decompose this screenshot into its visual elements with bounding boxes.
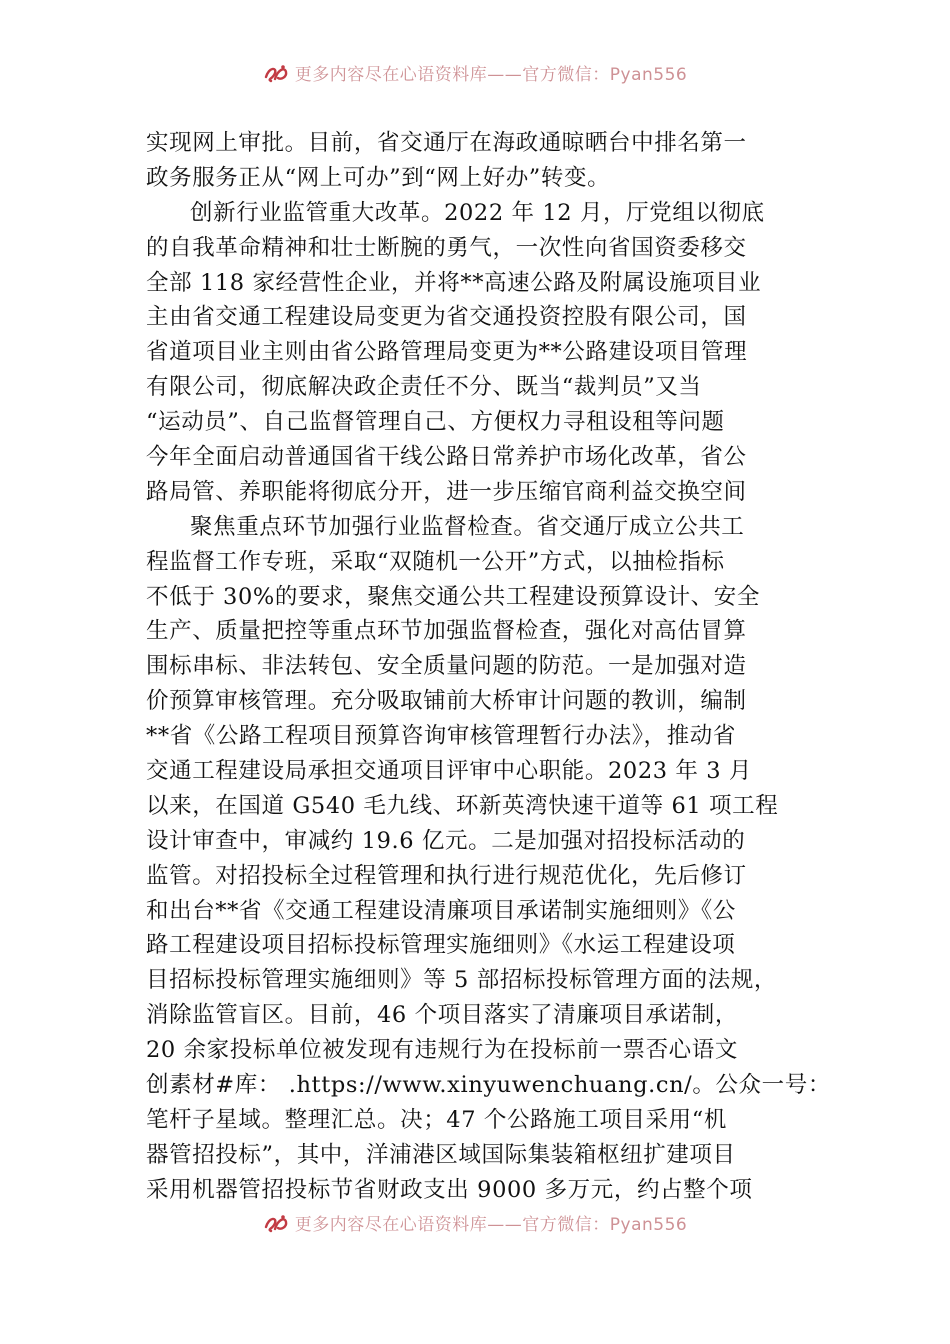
text-line: 创新行业监管重大改革。2022 年 12 月，厅党组以彻底: [190, 199, 765, 226]
text-line: 价预算审核管理。充分吸取铺前大桥审计问题的教训，编制: [146, 688, 747, 715]
text-line: “运动员”、自己监督管理自己、方便权力寻租设租等问题: [146, 409, 725, 436]
text-line: 主由省交通工程建设局变更为省交通投资控股有限公司，国: [146, 304, 747, 331]
text-line: 生产、质量把控等重点环节加强监督检查，强化对高估冒算: [146, 618, 747, 645]
text-line: 设计审查中，审减约 19.6 亿元。二是加强对招投标活动的: [146, 827, 746, 854]
text-line: 不低于 30%的要求，聚焦交通公共工程建设预算设计、安全: [146, 583, 760, 610]
watermark-text: 更多内容尽在心语资料库——官方微信：Pyan556: [294, 65, 688, 85]
text-line: 笔杆子星域。整理汇总。决；47 个公路施工项目采用“机: [146, 1106, 727, 1133]
text-line: 器管招投标”，其中，洋浦港区域国际集装箱枢纽扩建项目: [146, 1141, 736, 1168]
text-line: 交通工程建设局承担交通项目评审中心职能。2023 年 3 月: [146, 758, 753, 785]
text-line: 全部 118 家经营性企业，并将**高速公路及附属设施项目业: [146, 269, 762, 296]
watermark-text: 更多内容尽在心语资料库——官方微信：Pyan556: [294, 1215, 688, 1235]
text-line: 围标串标、非法转包、安全质量问题的防范。一是加强对造: [146, 653, 747, 680]
document-body: [146, 126, 831, 1208]
text-line: 的自我革命精神和壮士断腕的勇气，一次性向省国资委移交: [146, 234, 747, 261]
text-line: 目招标投标管理实施细则》等 5 部招标投标管理方面的法规，: [146, 967, 778, 994]
text-line: 聚焦重点环节加强行业监督检查。省交通厅成立公共工: [190, 513, 745, 540]
text-line: 有限公司，彻底解决政企责任不分、既当“裁判员”又当: [146, 374, 702, 401]
text-line: 创素材#库： .https://www.xinyuwenchuang.cn/。公众一号：: [146, 1072, 831, 1099]
text-line: 程监督工作专班，采取“双随机一公开”方式，以抽检指标: [146, 548, 725, 575]
text-line: 和出台**省《交通工程建设清廉项目承诺制实施细则》《公: [146, 897, 736, 924]
logo-icon: [263, 1213, 289, 1233]
text-line: 采用机器管招投标节省财政支出 9000 多万元，约占整个项: [146, 1176, 753, 1203]
logo-icon: [263, 63, 289, 83]
text-line: 实现网上审批。目前，省交通厅在海政通晾晒台中排名第一: [146, 130, 747, 156]
text-line: 今年全面启动普通国省干线公路日常养护市场化改革，省公: [146, 444, 747, 471]
text-line: 省道项目业主则由省公路管理局变更为**公路建设项目管理: [146, 339, 748, 366]
text-line: 路工程建设项目招标投标管理实施细则》《水运工程建设项: [146, 932, 736, 959]
text-line: 政务服务正从“网上可办”到“网上好办”转变。: [146, 164, 611, 191]
text-line: 路局管、养职能将彻底分开，进一步压缩官商利益交换空间: [146, 478, 747, 505]
text-line: 消除监管盲区。目前，46 个项目落实了清廉项目承诺制，: [146, 1002, 738, 1029]
text-line: 监管。对招投标全过程管理和执行进行规范优化，先后修订: [146, 862, 747, 889]
text-line: 以来，在国道 G540 毛九线、环新英湾快速干道等 61 项工程: [146, 792, 779, 819]
watermark-bottom: [0, 1210, 950, 1235]
text-line: 20 余家投标单位被发现有违规行为在投标前一票否心语文: [146, 1037, 738, 1064]
watermark-top: [0, 60, 950, 85]
text-line: **省《公路工程项目预算咨询审核管理暂行办法》，推动省: [146, 723, 736, 750]
